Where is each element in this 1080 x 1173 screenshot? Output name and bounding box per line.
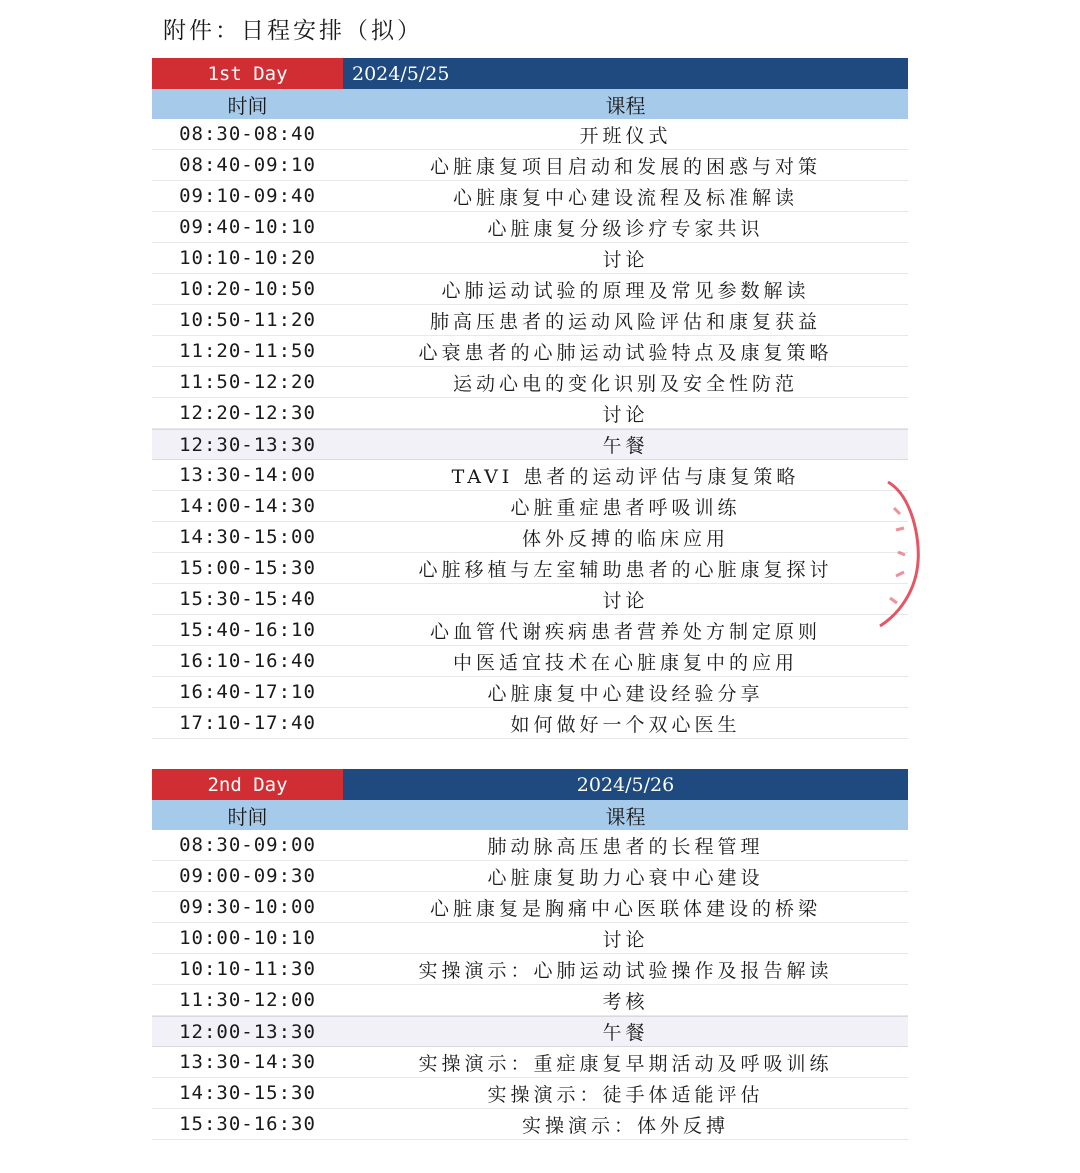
row-time: 12:30-13:30 [179, 433, 316, 456]
table-row [152, 892, 908, 923]
table-row [152, 460, 908, 491]
day2-col-time: 时间 [227, 804, 268, 829]
row-course: 讨论 [602, 589, 649, 612]
day1-date-text: 2024/5/25 [352, 62, 450, 85]
row-course: 心脏康复项目启动和发展的困惑与对策 [429, 155, 821, 178]
row-course: 实操演示：心肺运动试验操作及报告解读 [418, 959, 833, 982]
day1-date-label [343, 58, 908, 89]
table-row [152, 861, 908, 892]
table-row [152, 243, 908, 274]
row-course: 实操演示：体外反搏 [521, 1114, 729, 1137]
day1-header-row [152, 58, 908, 89]
row-time: 14:30-15:30 [179, 1082, 316, 1104]
table-row [152, 985, 908, 1016]
row-course: 运动心电的变化识别及安全性防范 [452, 372, 798, 395]
row-course: 心衰患者的心肺运动试验特点及康复策略 [418, 341, 833, 364]
row-course: 如何做好一个双心医生 [510, 713, 741, 736]
row-course: 考核 [602, 990, 649, 1013]
table-row [152, 708, 908, 739]
row-course: 心脏重症患者呼吸训练 [510, 496, 741, 519]
day2-schedule-table [152, 769, 908, 1140]
row-time: 08:30-09:00 [179, 834, 316, 856]
row-course: 心脏移植与左室辅助患者的心脏康复探讨 [418, 558, 833, 581]
row-course: 体外反搏的临床应用 [521, 527, 729, 550]
row-course: 心脏康复中心建设流程及标准解读 [452, 186, 798, 209]
row-time: 10:00-10:10 [179, 927, 316, 949]
page-title: 附件：日程安排（拟） [163, 18, 423, 44]
row-time: 10:20-10:50 [179, 278, 316, 300]
table-row [152, 1078, 908, 1109]
table-row [152, 119, 908, 150]
day1-rows [152, 119, 908, 739]
row-time: 15:30-15:40 [179, 588, 316, 610]
row-time: 10:10-10:20 [179, 247, 316, 269]
table-row [152, 181, 908, 212]
row-time: 11:20-11:50 [179, 340, 316, 362]
row-time: 09:10-09:40 [179, 185, 316, 207]
row-time: 10:10-11:30 [179, 958, 316, 980]
row-time: 15:30-16:30 [179, 1113, 316, 1135]
row-time: 12:00-13:30 [179, 1020, 316, 1043]
row-course: 讨论 [602, 403, 649, 426]
row-time: 12:20-12:30 [179, 402, 316, 424]
day1-day-label: 1st Day [152, 58, 343, 89]
row-time: 17:10-17:40 [179, 712, 316, 734]
row-course: 讨论 [602, 928, 649, 951]
day2-date-text: 2024/5/26 [576, 773, 675, 796]
row-time: 13:30-14:30 [179, 1051, 316, 1073]
row-time: 16:40-17:10 [179, 681, 316, 703]
row-course: 午餐 [602, 1022, 649, 1044]
table-row [152, 954, 908, 985]
day2-col-course: 课程 [605, 804, 646, 829]
table-row [152, 398, 908, 429]
day2-column-header [152, 800, 908, 830]
table-row [152, 584, 908, 615]
table-row [152, 367, 908, 398]
day1-column-header [152, 89, 908, 119]
table-row [152, 429, 908, 460]
table-row [152, 336, 908, 367]
row-time: 14:30-15:00 [179, 526, 316, 548]
table-row [152, 923, 908, 954]
table-row [152, 646, 908, 677]
row-course: 心肺运动试验的原理及常见参数解读 [441, 279, 810, 302]
table-row [152, 491, 908, 522]
row-course: 心脏康复中心建设经验分享 [487, 682, 764, 705]
row-course: 心脏康复分级诊疗专家共识 [487, 217, 764, 240]
row-course: TAVI 患者的运动评估与康复策略 [451, 465, 800, 488]
row-time: 08:40-09:10 [179, 154, 316, 176]
day1-col-time: 时间 [227, 93, 268, 118]
day2-header-row [152, 769, 908, 800]
row-time: 13:30-14:00 [179, 464, 316, 486]
day2-day-label: 2nd Day [152, 769, 343, 800]
row-time: 09:40-10:10 [179, 216, 316, 238]
row-time: 10:50-11:20 [179, 309, 316, 331]
table-row [152, 1016, 908, 1047]
row-course: 午餐 [602, 435, 649, 457]
table-row [152, 1109, 908, 1140]
row-course: 开班仪式 [579, 124, 672, 147]
table-row [152, 615, 908, 646]
day1-col-course: 课程 [605, 93, 646, 118]
row-time: 08:30-08:40 [179, 123, 316, 145]
table-row [152, 212, 908, 243]
row-time: 11:50-12:20 [179, 371, 316, 393]
day2-rows [152, 830, 908, 1140]
row-course: 讨论 [602, 248, 649, 271]
table-row [152, 305, 908, 336]
row-course: 实操演示：徒手体适能评估 [487, 1083, 764, 1106]
table-row [152, 553, 908, 584]
row-course: 肺高压患者的运动风险评估和康复获益 [429, 310, 821, 333]
row-time: 14:00-14:30 [179, 495, 316, 517]
row-time: 15:40-16:10 [179, 619, 316, 641]
table-row [152, 522, 908, 553]
row-time: 16:10-16:40 [179, 650, 316, 672]
day1-schedule-table [152, 58, 908, 770]
row-time: 09:00-09:30 [179, 865, 316, 887]
table-row [152, 677, 908, 708]
red-seal-stamp [876, 478, 922, 630]
row-course: 心血管代谢疾病患者营养处方制定原则 [429, 620, 821, 643]
table-row [152, 274, 908, 305]
row-time: 15:00-15:30 [179, 557, 316, 579]
day1-empty-row [152, 739, 908, 770]
table-row [152, 150, 908, 181]
row-time: 09:30-10:00 [179, 896, 316, 918]
row-course: 中医适宜技术在心脏康复中的应用 [452, 651, 798, 674]
row-time: 11:30-12:00 [179, 989, 316, 1011]
row-course: 心脏康复是胸痛中心医联体建设的桥梁 [429, 897, 821, 920]
table-row [152, 1047, 908, 1078]
row-course: 肺动脉高压患者的长程管理 [487, 835, 764, 858]
row-course: 心脏康复助力心衰中心建设 [487, 866, 764, 889]
day2-date-label [343, 769, 908, 800]
table-row [152, 830, 908, 861]
row-course: 实操演示：重症康复早期活动及呼吸训练 [418, 1052, 833, 1075]
